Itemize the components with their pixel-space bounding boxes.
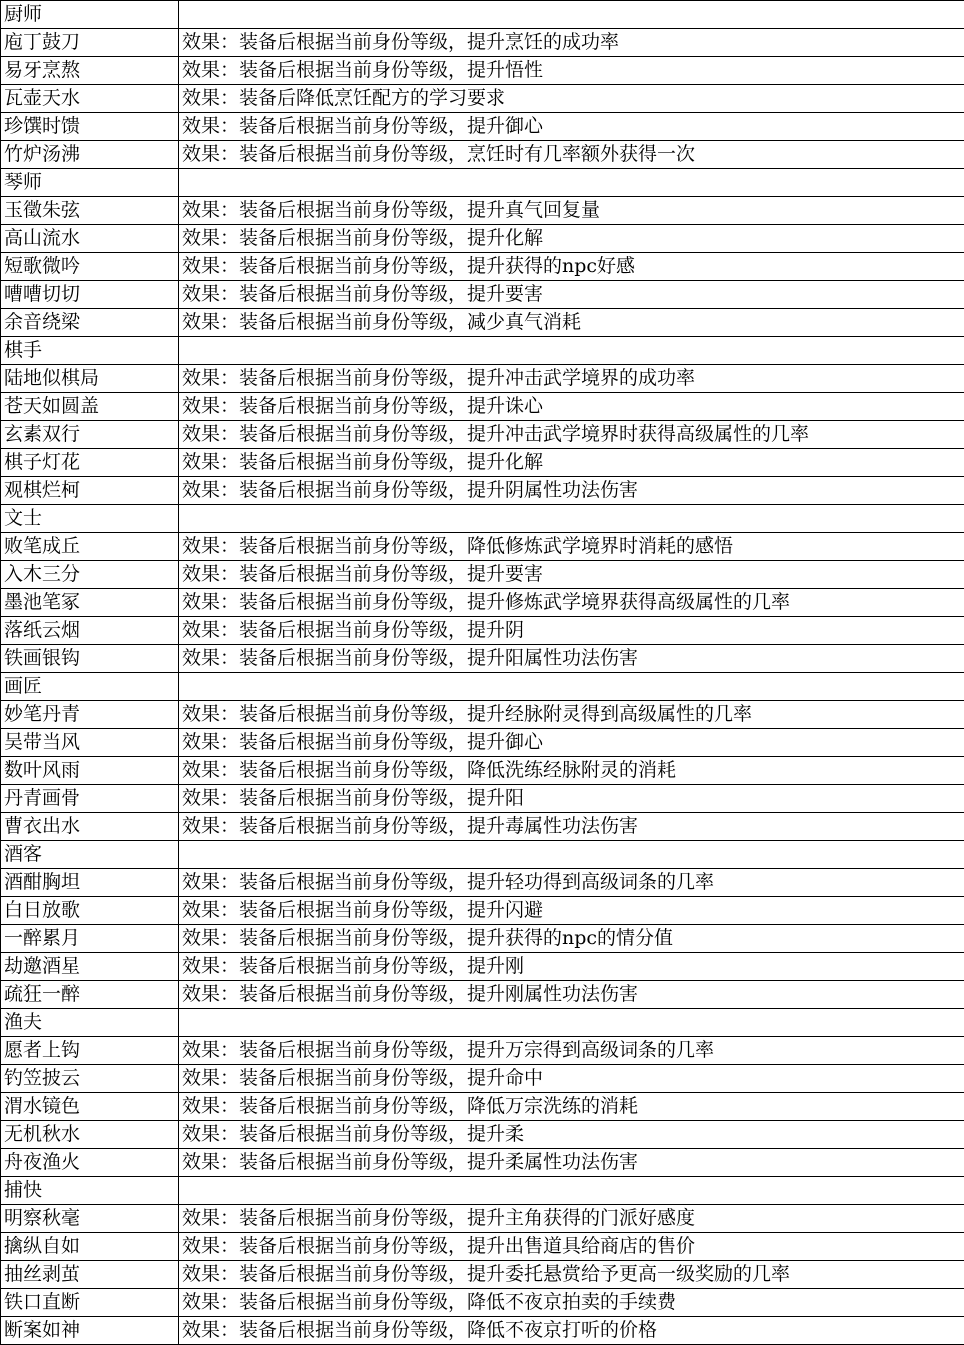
section-header-empty-cell [179,337,964,365]
skill-name: 高山流水 [1,225,179,253]
table-row [1,449,964,477]
skill-name: 擒纵自如 [1,1233,179,1261]
table-row [1,953,964,981]
skill-effect: 效果：装备后根据当前身份等级，提升柔 [179,1121,964,1149]
section-title: 捕快 [1,1177,179,1205]
skill-effect: 效果：装备后根据当前身份等级，提升获得的npc的情分值 [179,925,964,953]
skill-name: 丹青画骨 [1,785,179,813]
skill-effect: 效果：装备后根据当前身份等级，降低修炼武学境界时消耗的感悟 [179,533,964,561]
section-header-row [1,337,964,365]
skill-name: 无机秋水 [1,1121,179,1149]
skill-effect: 效果：装备后根据当前身份等级，提升万宗得到高级词条的几率 [179,1037,964,1065]
skill-name: 苍天如圆盖 [1,393,179,421]
table-row [1,785,964,813]
table-row [1,1289,964,1317]
table-row [1,113,964,141]
table-row [1,1065,964,1093]
table-row [1,645,964,673]
table-row [1,1233,964,1261]
skill-name: 陆地似棋局 [1,365,179,393]
table-row [1,813,964,841]
table-row [1,589,964,617]
skill-effect: 效果：装备后根据当前身份等级，降低洗练经脉附灵的消耗 [179,757,964,785]
skill-effect: 效果：装备后根据当前身份等级，提升阴 [179,617,964,645]
skill-effect: 效果：装备后根据当前身份等级，提升化解 [179,225,964,253]
table-row [1,1037,964,1065]
skill-name: 观棋烂柯 [1,477,179,505]
table-row [1,869,964,897]
skill-effect: 效果：装备后根据当前身份等级，提升轻功得到高级词条的几率 [179,869,964,897]
skill-name: 疏狂一醉 [1,981,179,1009]
table-row [1,1093,964,1121]
skill-effect: 效果：装备后根据当前身份等级，提升要害 [179,281,964,309]
table-row [1,477,964,505]
skill-effect: 效果：装备后根据当前身份等级，提升冲击武学境界的成功率 [179,365,964,393]
section-header-row [1,1009,964,1037]
skill-name: 铁口直断 [1,1289,179,1317]
skill-name: 白日放歌 [1,897,179,925]
table-row [1,1121,964,1149]
skill-name: 嘈嘈切切 [1,281,179,309]
skill-name: 抽丝剥茧 [1,1261,179,1289]
section-title: 酒客 [1,841,179,869]
skill-name: 入木三分 [1,561,179,589]
table-row [1,925,964,953]
skill-name: 败笔成丘 [1,533,179,561]
section-header-row [1,841,964,869]
skill-name: 铁画银钩 [1,645,179,673]
skill-effect: 效果：装备后根据当前身份等级，提升阴属性功法伤害 [179,477,964,505]
table-body [1,1,964,1345]
skill-effect: 效果：装备后根据当前身份等级，提升命中 [179,1065,964,1093]
table-row [1,561,964,589]
table-row [1,757,964,785]
skill-effect: 效果：装备后根据当前身份等级，提升主角获得的门派好感度 [179,1205,964,1233]
skill-effect: 效果：装备后根据当前身份等级，提升委托悬赏给予更高一级奖励的几率 [179,1261,964,1289]
skill-effect: 效果：装备后根据当前身份等级，提升悟性 [179,57,964,85]
table-row [1,1317,964,1345]
table-row [1,729,964,757]
skill-effect: 效果：装备后根据当前身份等级，提升御心 [179,113,964,141]
table-row [1,141,964,169]
skill-effect: 效果：装备后根据当前身份等级，提升柔属性功法伤害 [179,1149,964,1177]
skill-effect: 效果：装备后根据当前身份等级，烹饪时有几率额外获得一次 [179,141,964,169]
skill-name: 余音绕梁 [1,309,179,337]
section-title: 画匠 [1,673,179,701]
section-header-empty-cell [179,1009,964,1037]
skill-effect: 效果：装备后根据当前身份等级，提升阳 [179,785,964,813]
table-row [1,85,964,113]
table-row [1,393,964,421]
section-title: 厨师 [1,1,179,29]
skill-name: 数叶风雨 [1,757,179,785]
skill-effect: 效果：装备后根据当前身份等级，提升冲击武学境界时获得高级属性的几率 [179,421,964,449]
skill-effect: 效果：装备后根据当前身份等级，提升修炼武学境界获得高级属性的几率 [179,589,964,617]
section-header-empty-cell [179,169,964,197]
table-row [1,57,964,85]
skill-effect: 效果：装备后根据当前身份等级，降低不夜京打听的价格 [179,1317,964,1345]
section-header-row [1,169,964,197]
skill-name: 曹衣出水 [1,813,179,841]
table-row [1,533,964,561]
skill-name: 短歌微吟 [1,253,179,281]
skill-effect: 效果：装备后根据当前身份等级，提升要害 [179,561,964,589]
skill-effect: 效果：装备后根据当前身份等级，降低不夜京拍卖的手续费 [179,1289,964,1317]
skill-name: 舟夜渔火 [1,1149,179,1177]
skill-name: 妙笔丹青 [1,701,179,729]
table-row [1,365,964,393]
skill-name: 断案如神 [1,1317,179,1345]
skill-name: 珍馔时馈 [1,113,179,141]
skill-name: 劫邀酒星 [1,953,179,981]
section-title: 琴师 [1,169,179,197]
skill-effect: 效果：装备后根据当前身份等级，提升刚 [179,953,964,981]
section-header-row [1,1177,964,1205]
skill-name: 竹炉汤沸 [1,141,179,169]
section-header-empty-cell [179,1,964,29]
table-row [1,253,964,281]
skill-name: 钓笠披云 [1,1065,179,1093]
section-header-row [1,505,964,533]
skill-name: 庖丁鼓刀 [1,29,179,57]
section-header-empty-cell [179,1177,964,1205]
skill-name: 愿者上钩 [1,1037,179,1065]
skill-name: 酒酣胸坦 [1,869,179,897]
skill-effect: 效果：装备后根据当前身份等级，提升阳属性功法伤害 [179,645,964,673]
table-row [1,981,964,1009]
skill-effect: 效果：装备后根据当前身份等级，提升诛心 [179,393,964,421]
section-title: 渔夫 [1,1009,179,1037]
skill-name: 玄素双行 [1,421,179,449]
skill-effect: 效果：装备后根据当前身份等级，减少真气消耗 [179,309,964,337]
table-row [1,225,964,253]
skill-effect: 效果：装备后降低烹饪配方的学习要求 [179,85,964,113]
skill-effect: 效果：装备后根据当前身份等级，降低万宗洗练的消耗 [179,1093,964,1121]
skill-name: 墨池笔冢 [1,589,179,617]
skill-name: 一醉累月 [1,925,179,953]
table-row [1,1261,964,1289]
section-title: 文士 [1,505,179,533]
skill-name: 玉徵朱弦 [1,197,179,225]
skill-name: 瓦壶天水 [1,85,179,113]
section-header-row [1,1,964,29]
table-row [1,617,964,645]
section-header-row [1,673,964,701]
table-row [1,197,964,225]
skill-name: 易牙烹熬 [1,57,179,85]
table-row [1,309,964,337]
table-row [1,897,964,925]
skill-effect: 效果：装备后根据当前身份等级，提升经脉附灵得到高级属性的几率 [179,701,964,729]
table-row [1,29,964,57]
skill-effect: 效果：装备后根据当前身份等级，提升烹饪的成功率 [179,29,964,57]
skill-effect: 效果：装备后根据当前身份等级，提升刚属性功法伤害 [179,981,964,1009]
skill-effect: 效果：装备后根据当前身份等级，提升化解 [179,449,964,477]
skill-name: 吴带当风 [1,729,179,757]
table-row [1,421,964,449]
section-title: 棋手 [1,337,179,365]
skill-name: 落纸云烟 [1,617,179,645]
section-header-empty-cell [179,673,964,701]
skill-effect: 效果：装备后根据当前身份等级，提升获得的npc好感 [179,253,964,281]
skill-name: 明察秋毫 [1,1205,179,1233]
section-header-empty-cell [179,841,964,869]
table-row [1,1205,964,1233]
skill-effect: 效果：装备后根据当前身份等级，提升御心 [179,729,964,757]
skill-effect: 效果：装备后根据当前身份等级，提升闪避 [179,897,964,925]
skill-effect: 效果：装备后根据当前身份等级，提升出售道具给商店的售价 [179,1233,964,1261]
skill-effect: 效果：装备后根据当前身份等级，提升毒属性功法伤害 [179,813,964,841]
table-row [1,281,964,309]
section-header-empty-cell [179,505,964,533]
skill-name: 棋子灯花 [1,449,179,477]
skill-effect: 效果：装备后根据当前身份等级，提升真气回复量 [179,197,964,225]
skill-name: 渭水镜色 [1,1093,179,1121]
table-row [1,1149,964,1177]
table-row [1,701,964,729]
